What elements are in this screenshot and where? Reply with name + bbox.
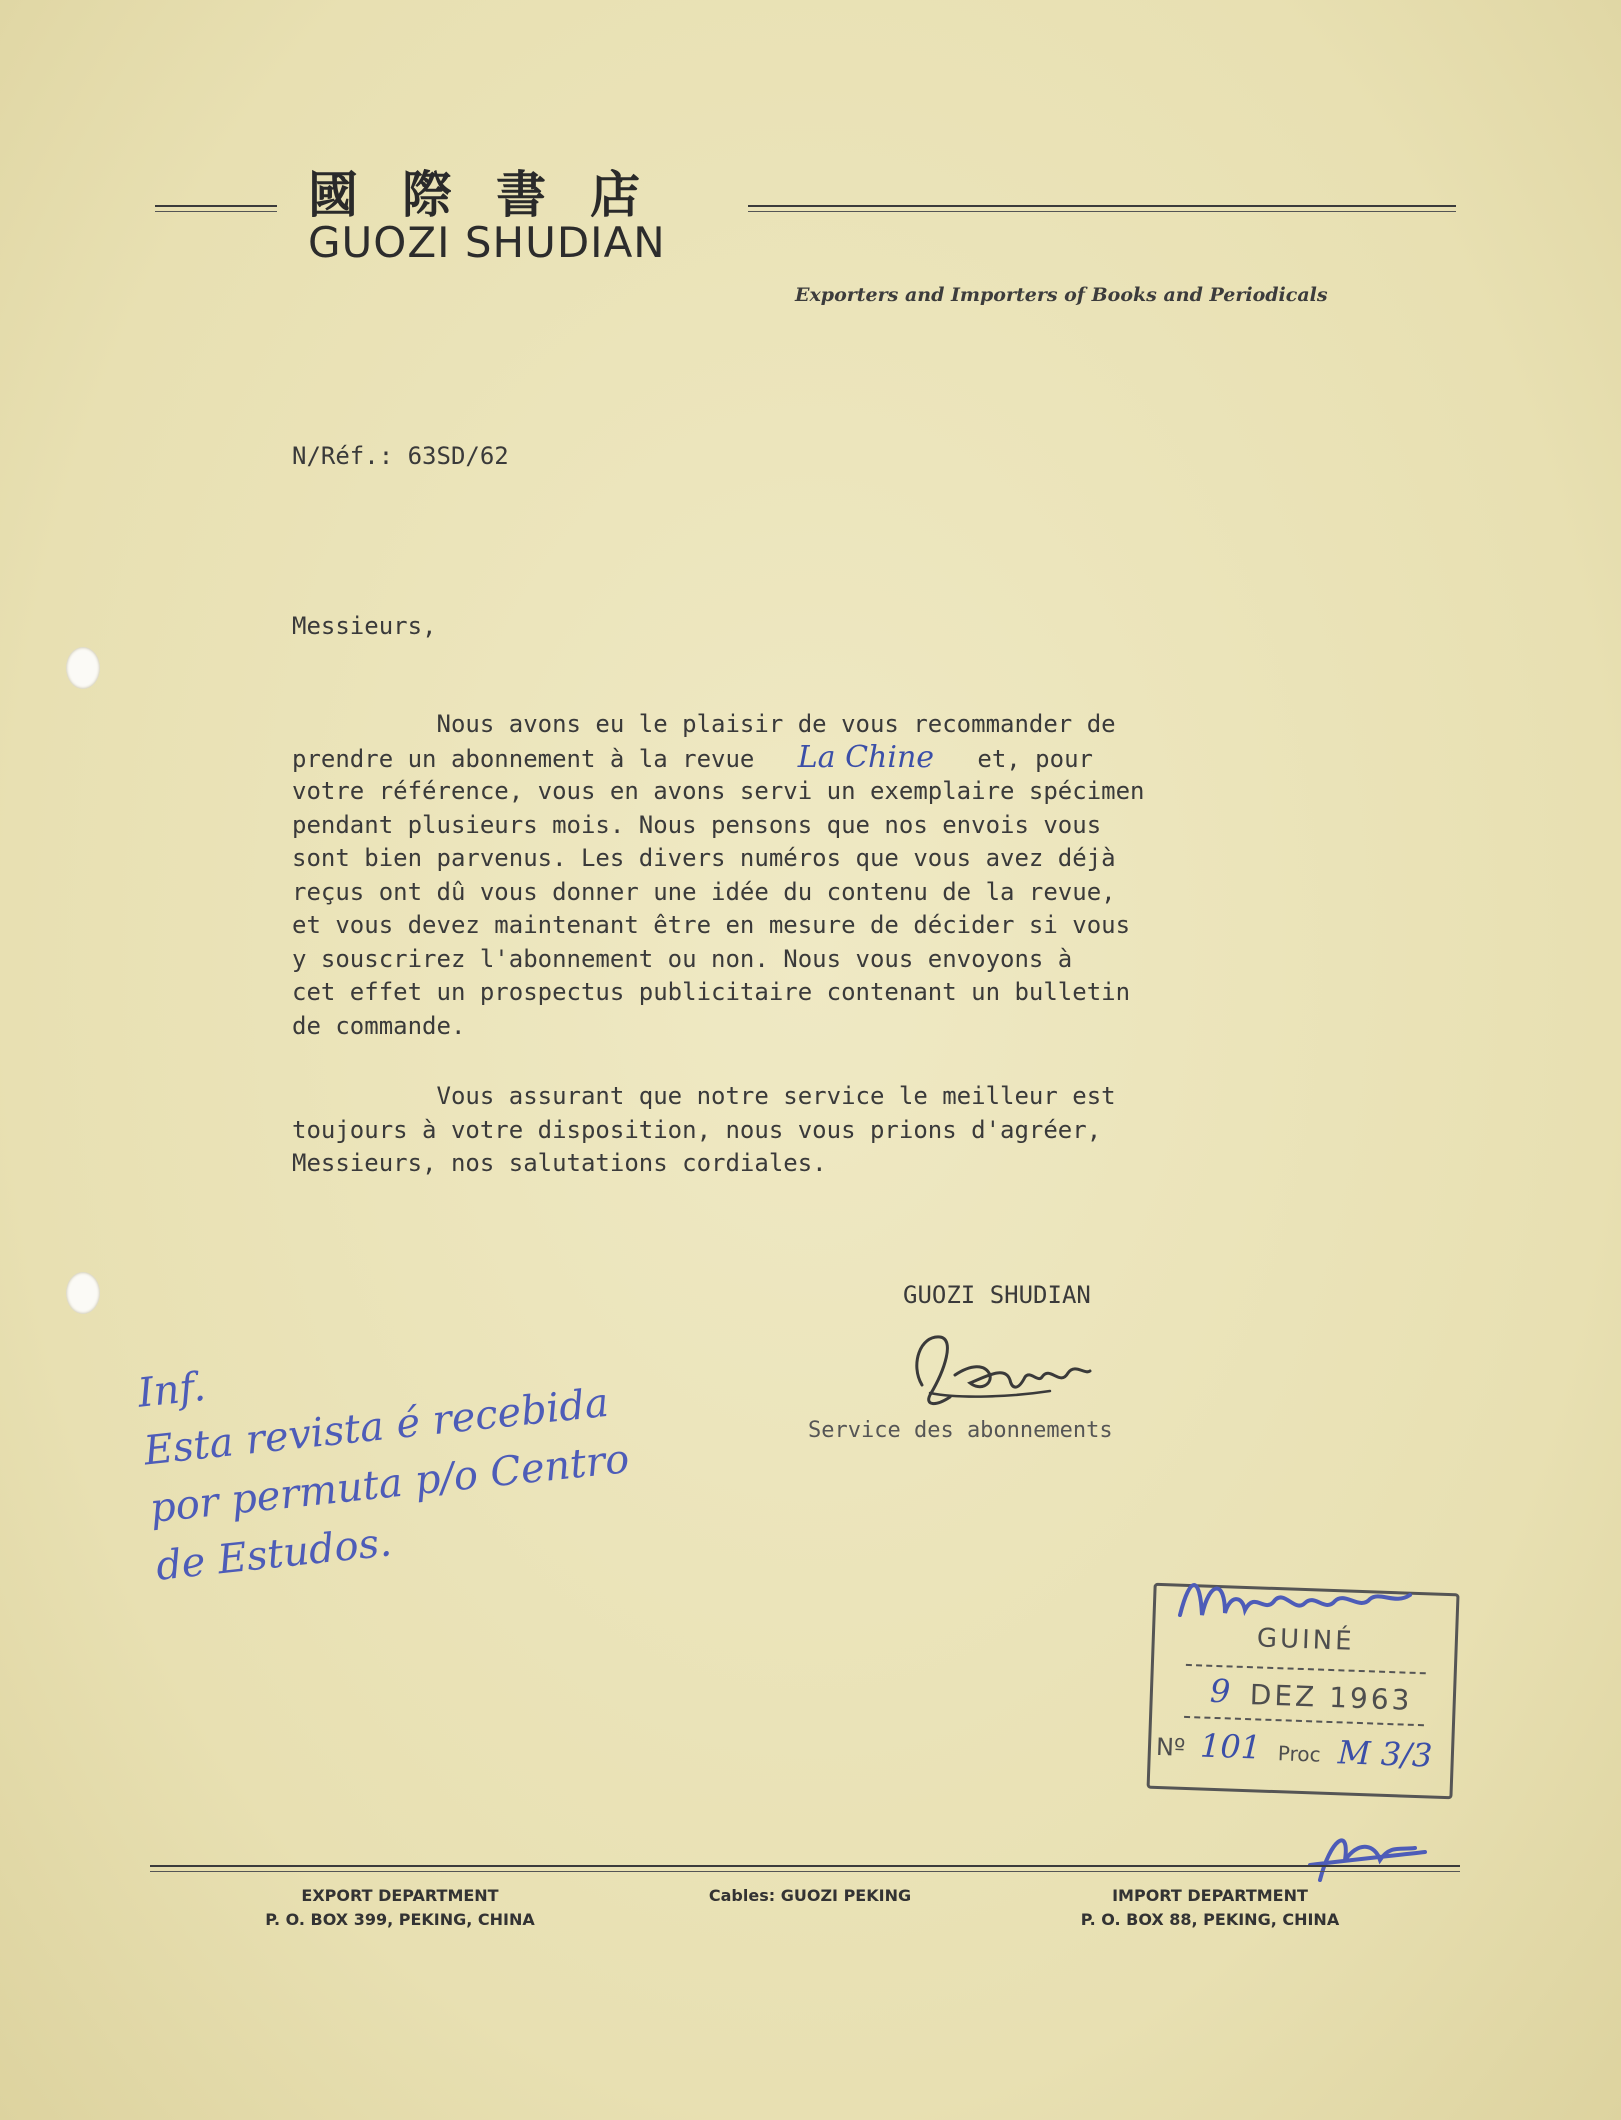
stamp-proc-label: Proc xyxy=(1277,1741,1321,1767)
signature-department: Service des abonnements xyxy=(808,1418,1113,1443)
stamp-date: DEZ 1963 xyxy=(1249,1678,1413,1717)
company-tagline: Exporters and Importers of Books and Periodicals xyxy=(795,284,1328,306)
letterhead-rule-right-under xyxy=(748,211,1456,212)
stamp-location: GUINÉ xyxy=(1256,1623,1356,1657)
stamp-number-label: Nº xyxy=(1155,1732,1186,1762)
stamp-initials-scribble xyxy=(1300,1820,1430,1890)
company-name: GUOZI SHUDIAN xyxy=(308,218,666,267)
letterhead-rule-right xyxy=(748,205,1456,207)
handwritten-annotation: Inf. Esta revista é recebida por permuta p/o Centro de Estudos. xyxy=(135,1363,632,1590)
import-department-address: P. O. BOX 88, PEKING, CHINA xyxy=(1080,1910,1340,1929)
footer-rule-under xyxy=(150,1871,1460,1872)
paragraph-1-line-2-pre: prendre un abonnement à la revue xyxy=(292,745,798,773)
handwritten-signature xyxy=(900,1325,1160,1415)
paragraph-2: Vous assurant que notre service le meilleur est toujours à votre disposition, nous vous prions d'agréer, Messieurs, nos salutations cordiales. xyxy=(292,1082,1116,1177)
cables-text: Cables: GUOZI PEKING xyxy=(708,1886,912,1905)
letterhead-rule-left xyxy=(155,205,277,207)
letterhead-rule-left-under xyxy=(155,211,277,212)
export-department-address: P. O. BOX 399, PEKING, CHINA xyxy=(265,1910,535,1929)
paragraph-1-line-2 xyxy=(292,741,1093,777)
salutation: Messieurs, xyxy=(292,612,437,640)
reference-number: N/Réf.: 63SD/62 xyxy=(292,442,509,470)
paragraph-1-line-2-post: et, pour xyxy=(934,745,1093,773)
punch-hole-top xyxy=(66,647,100,689)
stamp-day: 9 xyxy=(1209,1671,1232,1711)
stamp-overwrite-scribble xyxy=(1170,1565,1420,1635)
paragraph-1-line-1: Nous avons eu le plaisir de vous recommander de xyxy=(292,710,1116,738)
stamp-proc-value: M 3/3 xyxy=(1337,1733,1433,1775)
export-department xyxy=(220,1884,580,1932)
chinese-company-name: 國際書店 xyxy=(308,165,684,224)
paragraph-1-body: votre référence, vous en avons servi un exemplaire spécimen pendant plusieurs mois. Nous pensons que nos envois vous sont bien parvenus. Les divers numéros que vous avez déjà reçus ont dû vous donner une idée du contenu de la revue, et vous devez maintenant être en mesure de décider si vous y souscrirez l'abonnement ou non. Nous vous envoyons à cet effet un prospectus publicitaire contenant un bulletin de commande. xyxy=(292,777,1145,1040)
import-department-title: IMPORT DEPARTMENT xyxy=(1112,1886,1308,1905)
stamp-number: 101 xyxy=(1199,1726,1262,1767)
cables-address xyxy=(660,1884,960,1908)
signature-company: GUOZI SHUDIAN xyxy=(903,1281,1091,1309)
export-department-title: EXPORT DEPARTMENT xyxy=(301,1886,499,1905)
import-department xyxy=(1030,1884,1390,1932)
footer-rule xyxy=(150,1865,1460,1867)
handwritten-journal-title: La Chine xyxy=(797,740,935,775)
punch-hole-bottom xyxy=(66,1272,100,1314)
